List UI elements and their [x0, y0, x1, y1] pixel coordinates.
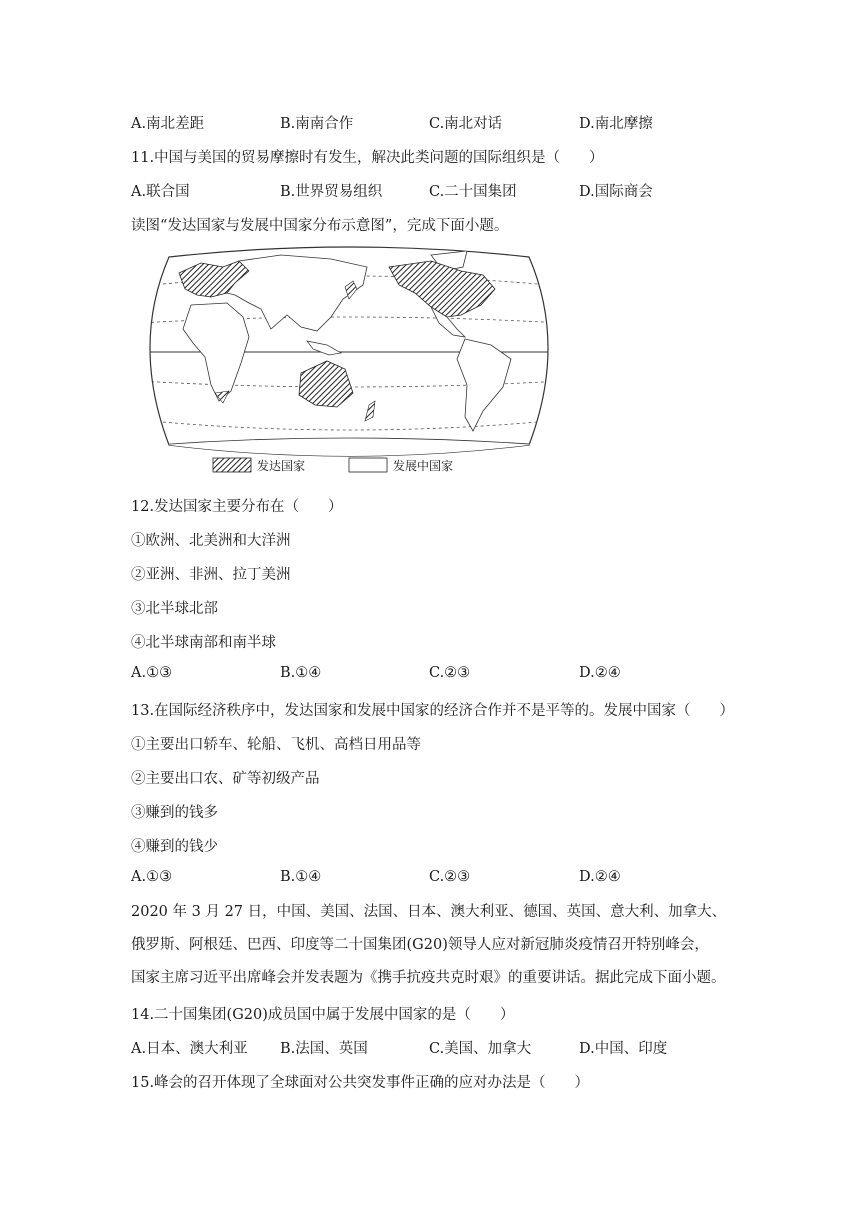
q13-item-3: ③赚到的钱多 [131, 805, 218, 821]
q10-option-a[interactable]: A.南北差距 [131, 116, 205, 132]
q13-stem: 13.在国际经济秩序中，发达国家和发展中国家的经济合作并不是平等的。发展中国家（ ） [131, 703, 735, 719]
g20-intro-line-3: 国家主席习近平出席峰会并发表题为《携手抗疫共克时艰》的重要讲话。据此完成下面小题。 [131, 970, 726, 986]
q14-stem: 14.二十国集团(G20)成员国中属于发展中国家的是（ ） [131, 1007, 515, 1023]
q12-option-d[interactable]: D.②④ [579, 665, 621, 681]
q12-options [131, 665, 731, 685]
legend-developing-swatch [349, 458, 387, 472]
q14-option-b[interactable]: B.法国、英国 [280, 1041, 368, 1057]
q13-option-a[interactable]: A.①③ [131, 869, 173, 885]
legend-developed-label: 发达国家 [257, 459, 306, 473]
g20-intro-line-1: 2020 年 3 月 27 日，中国、美国、法国、日本、澳大利亚、德国、英国、意大利、加拿大、 [131, 904, 727, 920]
q12-item-1: ①欧洲、北美洲和大洋洲 [131, 533, 291, 549]
q13-option-c[interactable]: C.②③ [429, 869, 471, 885]
world-map-figure [131, 245, 568, 480]
q11-option-c[interactable]: C.二十国集团 [429, 184, 517, 200]
q13-option-b[interactable]: B.①④ [280, 869, 322, 885]
q13-item-1: ①主要出口轿车、轮船、飞机、高档日用品等 [131, 737, 421, 753]
q10-options [131, 112, 731, 132]
q12-item-2: ②亚洲、非洲、拉丁美洲 [131, 567, 291, 583]
q13-item-2: ②主要出口农、矿等初级产品 [131, 771, 320, 787]
map-intro: 读图“发达国家与发展中国家分布示意图”，完成下面小题。 [131, 218, 509, 234]
q10-option-d[interactable]: D.南北摩擦 [579, 116, 653, 132]
q12-option-a[interactable]: A.①③ [131, 665, 173, 681]
g20-intro [131, 896, 733, 995]
q11-option-a[interactable]: A.联合国 [131, 184, 190, 200]
q14-option-a[interactable]: A.日本、澳大利亚 [131, 1041, 248, 1057]
q11-options [131, 180, 731, 200]
q12-stem: 12.发达国家主要分布在（ ） [131, 499, 343, 515]
q12-item-3: ③北半球北部 [131, 601, 218, 617]
q14-option-d[interactable]: D.中国、印度 [579, 1041, 668, 1057]
q10-option-b[interactable]: B.南南合作 [280, 116, 354, 132]
g20-intro-line-2: 俄罗斯、阿根廷、巴西、印度等二十国集团(G20)领导人应对新冠肺炎疫情召开特别峰会， [131, 937, 709, 953]
q11-stem: 11.中国与美国的贸易摩擦时有发生，解决此类问题的国际组织是（ ） [131, 150, 604, 166]
q12-item-4: ④北半球南部和南半球 [131, 635, 276, 651]
q10-option-c[interactable]: C.南北对话 [429, 116, 503, 132]
legend-developing-label: 发展中国家 [393, 459, 454, 473]
q11-option-b[interactable]: B.世界贸易组织 [280, 184, 383, 200]
q12-option-c[interactable]: C.②③ [429, 665, 471, 681]
q11-option-d[interactable]: D.国际商会 [579, 184, 653, 200]
q15-stem: 15.峰会的召开体现了全球面对公共突发事件正确的应对办法是（ ） [131, 1075, 590, 1091]
q14-options [131, 1037, 731, 1057]
legend-developed-swatch [213, 458, 251, 472]
q14-option-c[interactable]: C.美国、加拿大 [429, 1041, 532, 1057]
q13-item-4: ④赚到的钱少 [131, 839, 218, 855]
map-legend [213, 458, 453, 473]
q13-options [131, 869, 731, 889]
q12-option-b[interactable]: B.①④ [280, 665, 322, 681]
q13-option-d[interactable]: D.②④ [579, 869, 621, 885]
